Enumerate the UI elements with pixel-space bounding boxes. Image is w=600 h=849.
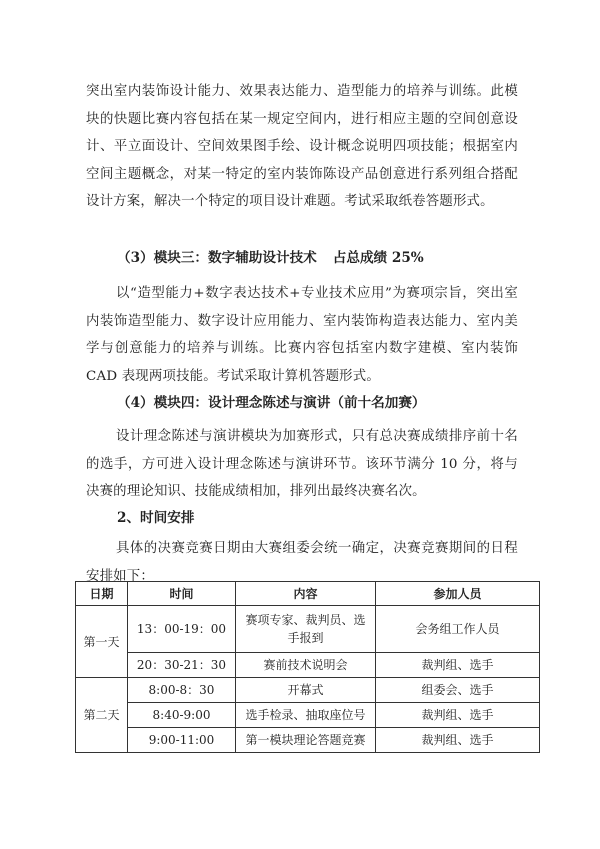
paragraph-module3-description: 以“造型能力+数字表达技术+专业技术应用”为赛项宗旨，突出室内装饰造型能力、数字设计应用能力、室内装饰构造表达能力、室内美学与创意能力的培养与训练。比赛内容包括室内数字建模、室内装饰 CAD 表现两项技能。考试采取计算机答题形式。: [86, 286, 518, 384]
cell-time: 8:40-9:00: [128, 703, 236, 728]
paragraph-module4-description: 设计理念陈述与演讲模块为加赛形式，只有总决赛成绩排序前十名的选手，方可进入设计理念陈述与演讲环节。该环节满分 10 分，将与决赛的理论知识、技能成绩相加，排列出最终决赛名次。: [86, 429, 518, 499]
cell-content: 第一模块理论答题竞赛: [236, 728, 376, 753]
cell-content: 选手检录、抽取座位号: [236, 703, 376, 728]
heading-schedule: 2、时间安排: [117, 510, 195, 526]
cell-participants: 裁判组、选手: [376, 653, 540, 678]
cell-content: 开幕式: [236, 678, 376, 703]
cell-time: 8:00-8：30: [128, 678, 236, 703]
cell-time: 20：30-21：30: [128, 653, 236, 678]
heading-module3-score: 占总成绩 25%: [332, 250, 424, 266]
table-header-row: [76, 582, 540, 606]
header-content: 内容: [236, 582, 376, 606]
cell-time: 9:00-11:00: [128, 728, 236, 753]
header-date: 日期: [76, 582, 128, 606]
table-row: [76, 703, 540, 728]
table-row: [76, 728, 540, 753]
table-row: [76, 653, 540, 678]
cell-content: 赛前技术说明会: [236, 653, 376, 678]
table-row: [76, 606, 540, 653]
paragraph-schedule-intro: 具体的决赛竞赛日期由大赛组委会统一确定，决赛竞赛期间的日程安排如下：: [86, 541, 518, 584]
heading-module3: [117, 248, 424, 268]
cell-participants: 组委会、选手: [376, 678, 540, 703]
cell-content: 赛项专家、裁判员、选手报到: [236, 606, 376, 653]
header-participants: 参加人员: [376, 582, 540, 606]
header-time: 时间: [128, 582, 236, 606]
schedule-table: [75, 581, 540, 753]
heading-module3-title: （3）模块三：数字辅助设计技术: [117, 250, 317, 266]
heading-module4: （4）模块四：设计理念陈述与演讲（前十名加赛）: [117, 395, 426, 411]
paragraph-module2-description: 突出室内装饰设计能力、效果表达能力、造型能力的培养与训练。此模块的快题比赛内容包括在某一规定空间内，进行相应主题的空间创意设计、平立面设计、空间效果图手绘、设计概念说明四项技能；根据室内空间主题概念，对某一特定的室内装饰陈设产品创意进行系列组合搭配设计方案，解决一个特定的项目设计难题。考试采取纸卷答题形式。: [86, 84, 518, 209]
cell-participants: 裁判组、选手: [376, 728, 540, 753]
cell-participants: 裁判组、选手: [376, 703, 540, 728]
cell-day: 第一天: [76, 606, 128, 678]
cell-participants: 会务组工作人员: [376, 606, 540, 653]
cell-time: 13：00-19：00: [128, 606, 236, 653]
table-row: [76, 678, 540, 703]
cell-day: 第二天: [76, 678, 128, 753]
